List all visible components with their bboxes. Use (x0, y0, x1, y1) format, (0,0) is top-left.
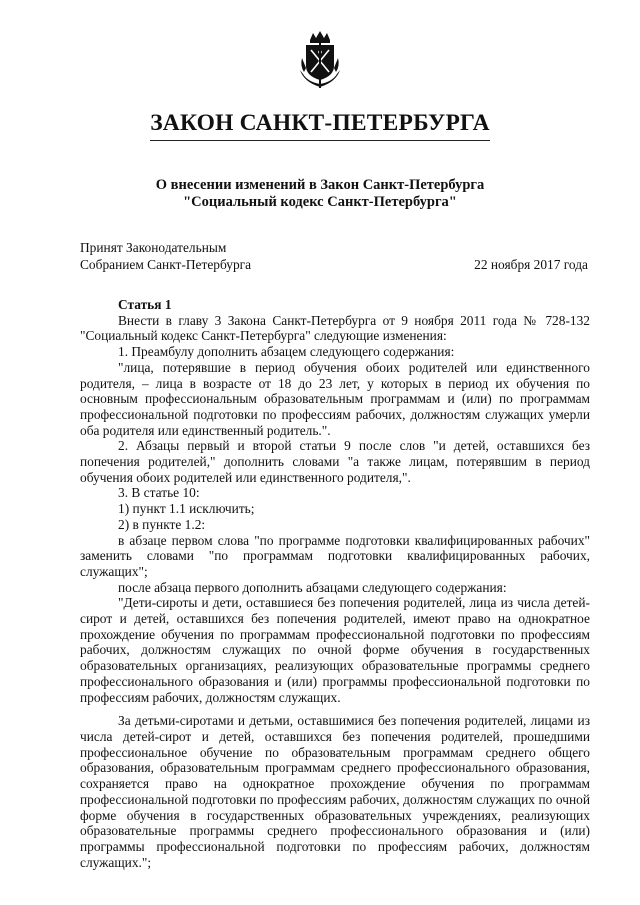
law-body (80, 297, 590, 870)
title-underline (150, 140, 490, 141)
subtitle-line-2: "Социальный кодекс Санкт-Петербурга" (183, 194, 457, 210)
paragraph: За детьми-сиротами и детьми, оставшимися без попечения родителей, лицами из числа детей-сирот и детей, оставшихся без попечения родителей, прошедшими профессиональное обучение по образовательным программам среднего общего образования, образовательным программам среднего профессионального образования, сохраняется право на однократное прохождение обучения по программам профессиональной подготовки по профессиям рабочих, должностям служащих по очной форме обучения в государственных образовательных учреждениях, реализующих образовательные программы среднего профессионального образования и (или) программы профессиональной подготовки по профессиям рабочих, должностям служащих."; (80, 713, 590, 870)
paragraph: в абзаце первом слова "по программе подготовки квалифицированных рабочих" заменить словами "по программам подготовки квалифицированных рабочих, служащих"; (80, 532, 590, 579)
paragraph: 1. Преамбулу дополнить абзацем следующего содержания: (118, 344, 455, 360)
subtitle-line-1: О внесении изменений в Закон Санкт-Петербурга (155, 177, 485, 193)
paragraph: 2. Абзацы первый и второй статьи 9 после слов "и детей, оставшихся без попечения родителей," дополнить словами "а также лицам, потерявшим в период обучения обоих родителей или единственного родителя,". (80, 438, 590, 485)
paragraph: после абзаца первого дополнить абзацами следующего содержания: (118, 579, 507, 595)
adopted-by-line-1: Принят Законодательным (80, 240, 227, 255)
paragraph: 2) в пункте 1.2: (118, 516, 206, 532)
law-title: ЗАКОН САНКТ-ПЕТЕРБУРГА (150, 110, 490, 136)
adoption-date: 22 ноября 2017 года (474, 257, 588, 272)
adopted-by-line-2: Собранием Санкт-Петербурга (80, 257, 252, 272)
paragraph: Внести в главу 3 Закона Санкт-Петербурга от 9 ноября 2011 года № 728-132 "Социальный кодекс Санкт-Петербурга" следующие изменения: (80, 312, 590, 344)
paragraph: 1) пункт 1.1 исключить; (118, 501, 255, 517)
article-heading: Статья 1 (118, 297, 172, 312)
paragraph: "лица, потерявшие в период обучения обоих родителей или единственного родителя, – лица в возрасте от 18 до 23 лет, у которых в период их обучения по основным профессиональным образовательным программам и (или) по программам профессиональной подготовки по профессиям рабочих, должностям служащих умерли оба родителя или единственный родитель.". (80, 359, 590, 438)
coat-of-arms-icon (296, 30, 344, 92)
paragraph: "Дети-сироты и дети, оставшиеся без попечения родителей, лица из числа детей-сирот и детей, оставшихся без попечения родителей, имеют право на однократное прохождение обучения по программам профессиональной подготовки по профессиям рабочих, должностям служащих по очной форме обучения в государственных образовательных организациях, реализующих образовательные программы среднего профессионального образования и (или) программы профессиональной подготовки по профессиям рабочих, должностям служащих. (80, 595, 590, 705)
paragraph: 3. В статье 10: (118, 485, 200, 501)
